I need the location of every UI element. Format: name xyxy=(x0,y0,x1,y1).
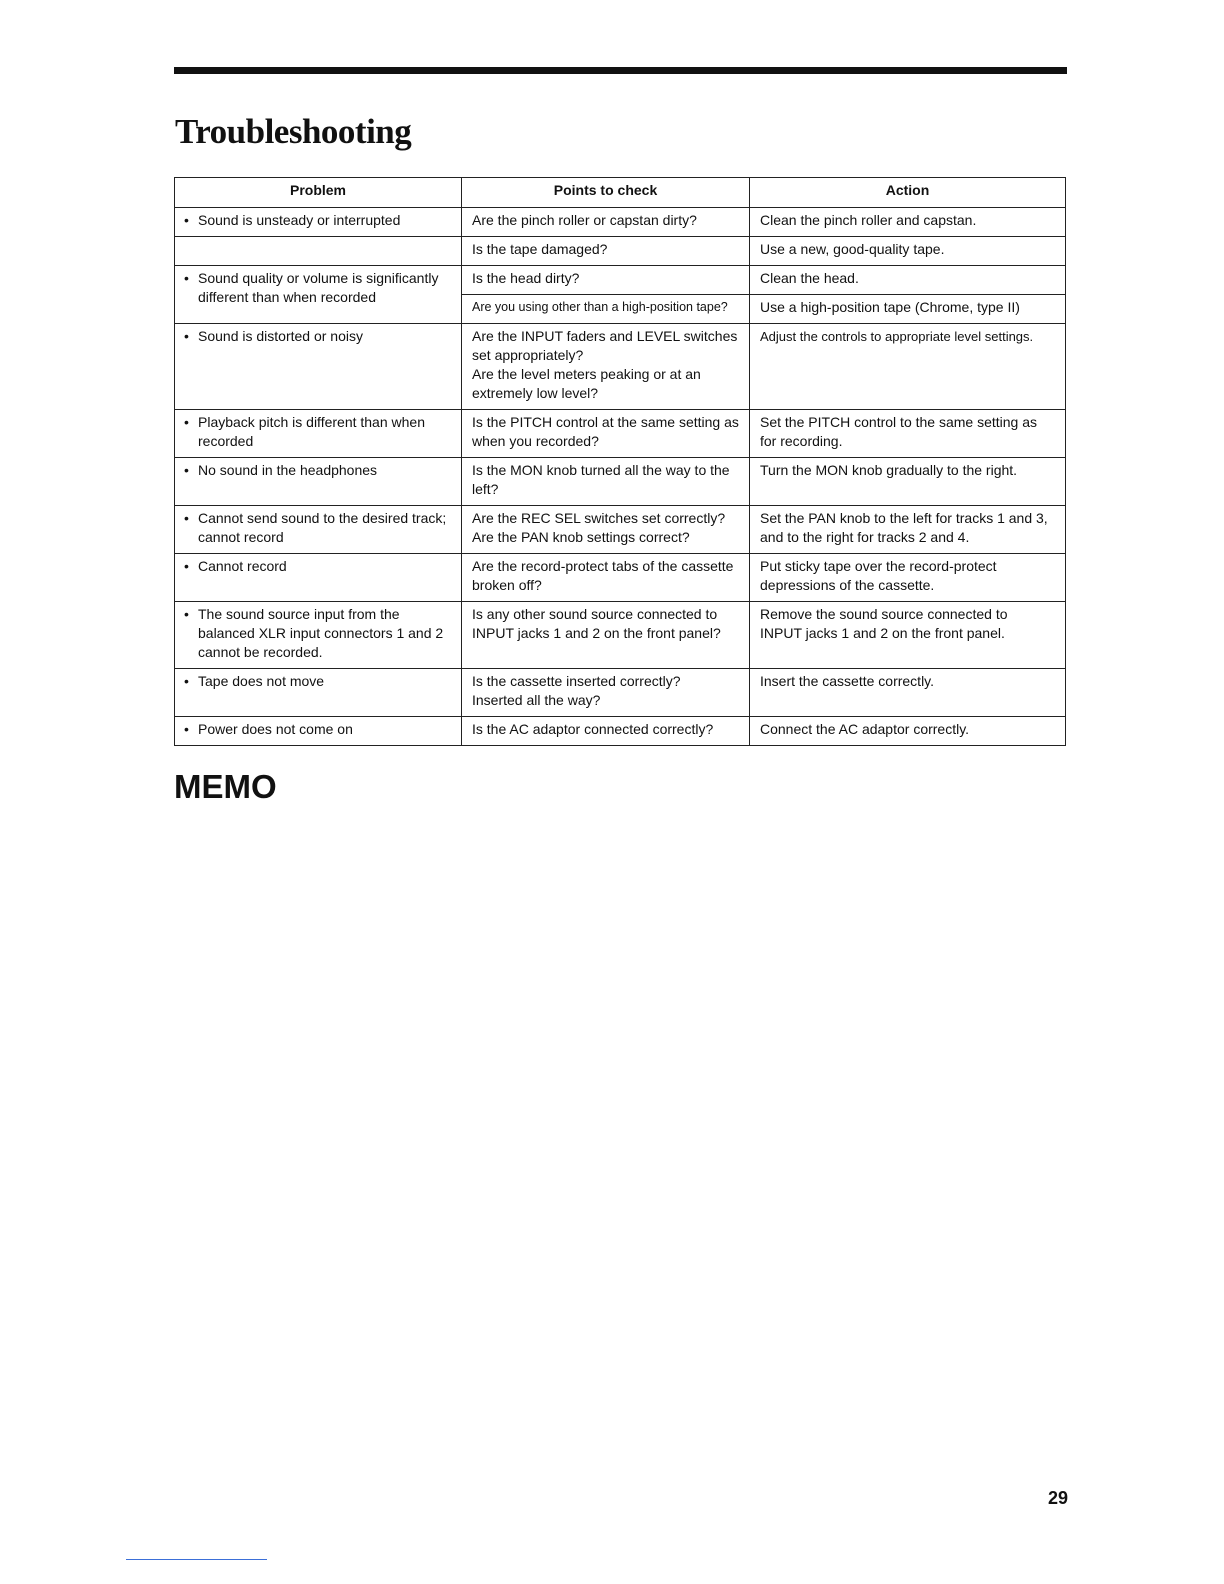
action-cell xyxy=(750,237,1066,266)
cell-line: Clean the head. xyxy=(760,270,859,286)
check-cell xyxy=(462,458,750,506)
cell-line: Is any other sound source connected to xyxy=(472,606,718,622)
cell-line: Is the AC adaptor connected correctly? xyxy=(472,721,714,737)
cell-line: Connect the AC adaptor correctly. xyxy=(760,721,970,737)
problem-cell xyxy=(175,237,462,266)
table-row xyxy=(175,717,1066,746)
table-row xyxy=(175,410,1066,458)
cell-line: and to the right for tracks 2 and 4. xyxy=(760,529,970,545)
table-row xyxy=(175,506,1066,554)
cell-line: Set the PITCH control to the same setting as xyxy=(760,414,1038,430)
cell-line: different than when recorded xyxy=(198,289,376,305)
action-cell xyxy=(750,410,1066,458)
cell-line: depressions of the cassette. xyxy=(760,577,935,593)
bullet-icon: • xyxy=(184,270,189,286)
table-row xyxy=(175,266,1066,295)
cell-line: Turn the MON knob gradually to the right. xyxy=(760,462,1018,478)
cell-line: Sound quality or volume is significantly xyxy=(198,270,439,286)
problem-cell xyxy=(175,266,462,324)
problem-cell xyxy=(175,458,462,506)
cell-line: set appropriately? xyxy=(472,347,584,363)
cell-line: Sound is distorted or noisy xyxy=(198,328,363,344)
problem-cell xyxy=(175,717,462,746)
problem-cell xyxy=(175,554,462,602)
cell-line: Insert the cassette correctly. xyxy=(760,673,935,689)
check-cell xyxy=(462,208,750,237)
check-cell xyxy=(462,410,750,458)
link-underline xyxy=(126,1559,267,1560)
header-problem: Problem xyxy=(175,178,462,208)
check-cell xyxy=(462,266,750,295)
table-row xyxy=(175,324,1066,410)
header-points-to-check: Points to check xyxy=(462,178,750,208)
cell-line: balanced XLR input connectors 1 and 2 xyxy=(198,625,444,641)
bullet-icon: • xyxy=(184,606,189,622)
cell-line: The sound source input from the xyxy=(198,606,400,622)
check-cell xyxy=(462,324,750,410)
cell-line: Is the tape damaged? xyxy=(472,241,608,257)
cell-line: Playback pitch is different than when xyxy=(198,414,425,430)
cell-line: Are the INPUT faders and LEVEL switches xyxy=(472,328,738,344)
check-cell xyxy=(462,669,750,717)
problem-cell xyxy=(175,602,462,669)
table-row xyxy=(175,602,1066,669)
check-cell xyxy=(462,602,750,669)
cell-line: Is the MON knob turned all the way to the xyxy=(472,462,730,478)
top-rule xyxy=(174,67,1067,74)
cell-line: Remove the sound source connected to xyxy=(760,606,1008,622)
cell-line: Cannot send sound to the desired track; xyxy=(198,510,447,526)
table-row xyxy=(175,458,1066,506)
cell-line: Power does not come on xyxy=(198,721,353,737)
cell-line: INPUT jacks 1 and 2 on the front panel. xyxy=(760,625,1005,641)
cell-line: Are the REC SEL switches set correctly? xyxy=(472,510,726,526)
check-cell xyxy=(462,237,750,266)
action-cell xyxy=(750,458,1066,506)
cell-line: Are the record-protect tabs of the cassette xyxy=(472,558,734,574)
cell-line: Inserted all the way? xyxy=(472,692,601,708)
cell-line: Put sticky tape over the record-protect xyxy=(760,558,997,574)
bullet-icon: • xyxy=(184,673,189,689)
cell-line: No sound in the headphones xyxy=(198,462,378,478)
cell-line: Sound is unsteady or interrupted xyxy=(198,212,401,228)
cell-line: Is the cassette inserted correctly? xyxy=(472,673,681,689)
check-cell xyxy=(462,554,750,602)
memo-heading: MEMO xyxy=(174,768,277,805)
check-cell xyxy=(462,717,750,746)
table-row xyxy=(175,669,1066,717)
table-header-row xyxy=(175,178,1066,208)
action-cell xyxy=(750,554,1066,602)
cell-line: extremely low level? xyxy=(472,385,599,401)
cell-line: INPUT jacks 1 and 2 on the front panel? xyxy=(472,625,721,641)
cell-line: recorded xyxy=(198,433,254,449)
bullet-icon: • xyxy=(184,558,189,574)
bullet-icon: • xyxy=(184,328,189,344)
cell-line: for recording. xyxy=(760,433,843,449)
action-cell xyxy=(750,208,1066,237)
problem-cell xyxy=(175,669,462,717)
bullet-icon: • xyxy=(184,414,189,430)
cell-line: Are you using other than a high-position tape? xyxy=(472,300,728,314)
problem-cell xyxy=(175,324,462,410)
action-cell xyxy=(750,266,1066,295)
cell-line: Adjust the controls to appropriate level settings. xyxy=(760,329,1034,344)
cell-line: Set the PAN knob to the left for tracks 1 and 3, xyxy=(760,510,1048,526)
action-cell xyxy=(750,295,1066,324)
header-action: Action xyxy=(750,178,1066,208)
cell-line: Are the PAN knob settings correct? xyxy=(472,529,690,545)
problem-cell xyxy=(175,410,462,458)
cell-line: Use a new, good-quality tape. xyxy=(760,241,945,257)
check-cell xyxy=(462,295,750,324)
bullet-icon: • xyxy=(184,510,189,526)
table-row xyxy=(175,208,1066,237)
cell-line: Use a high-position tape (Chrome, type II) xyxy=(760,299,1020,315)
action-cell xyxy=(750,602,1066,669)
action-cell xyxy=(750,324,1066,410)
bullet-icon: • xyxy=(184,721,189,737)
page-title: Troubleshooting xyxy=(175,112,412,151)
table-row xyxy=(175,554,1066,602)
bullet-icon: • xyxy=(184,462,189,478)
check-cell xyxy=(462,506,750,554)
cell-line: broken off? xyxy=(472,577,542,593)
cell-line: Clean the pinch roller and capstan. xyxy=(760,212,977,228)
cell-line: left? xyxy=(472,481,499,497)
cell-line: Is the head dirty? xyxy=(472,270,580,286)
action-cell xyxy=(750,717,1066,746)
table-body xyxy=(175,208,1066,746)
cell-line: when you recorded? xyxy=(472,433,599,449)
cell-line: cannot be recorded. xyxy=(198,644,323,660)
cell-line: Cannot record xyxy=(198,558,287,574)
troubleshooting-table xyxy=(174,177,1066,746)
problem-cell xyxy=(175,208,462,237)
page-number: 29 xyxy=(1048,1488,1069,1508)
cell-line: Are the level meters peaking or at an xyxy=(472,366,701,382)
cell-line: Are the pinch roller or capstan dirty? xyxy=(472,212,697,228)
action-cell xyxy=(750,506,1066,554)
cell-line: Is the PITCH control at the same setting as xyxy=(472,414,739,430)
bullet-icon: • xyxy=(184,212,189,228)
cell-line: cannot record xyxy=(198,529,284,545)
action-cell xyxy=(750,669,1066,717)
cell-line: Tape does not move xyxy=(198,673,325,689)
table-row xyxy=(175,237,1066,266)
problem-cell xyxy=(175,506,462,554)
